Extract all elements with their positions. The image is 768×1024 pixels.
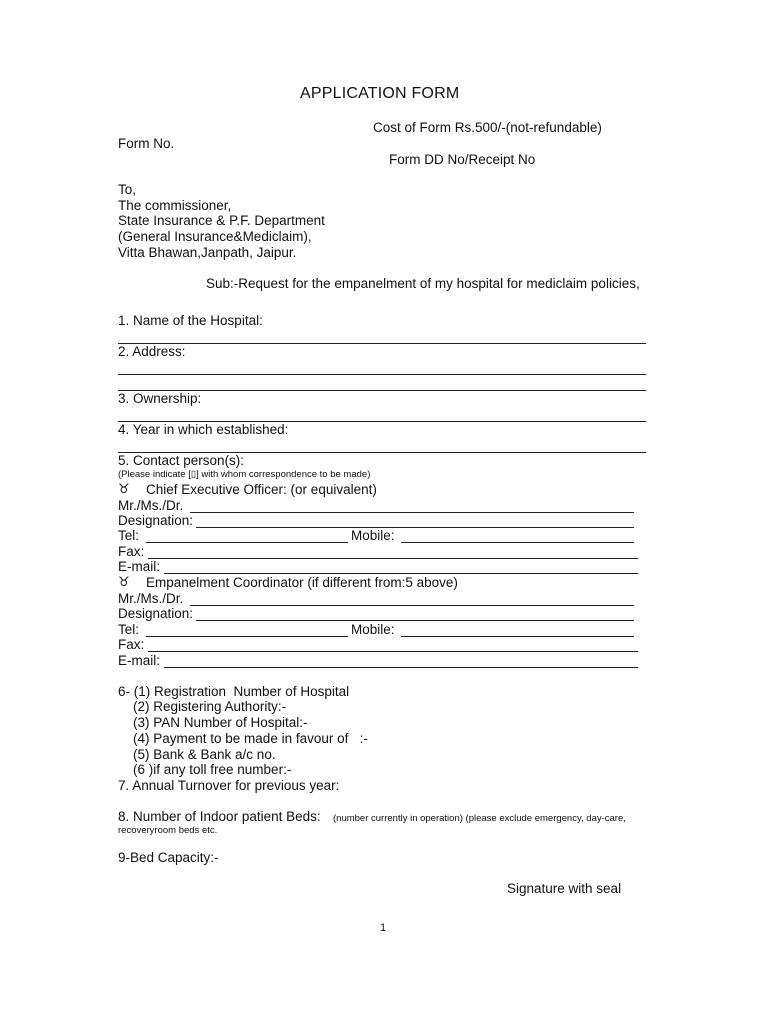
taurus-bullet-icon: ♉ bbox=[118, 482, 130, 497]
address-blank[interactable] bbox=[118, 374, 646, 375]
contact-note: (Please indicate [▯] with whom correspondence to be made) bbox=[118, 469, 371, 480]
address-line: State Insurance & P.F. Department bbox=[118, 213, 325, 228]
indoor-beds-label: 8. Number of Indoor patient Beds: bbox=[118, 809, 321, 824]
indoor-beds-note-continued: recoveryroom beds etc. bbox=[118, 825, 218, 836]
pan-number-label: (3) PAN Number of Hospital:- bbox=[118, 715, 308, 730]
ceo-designation-blank[interactable] bbox=[196, 527, 634, 528]
contact-person-label: 5. Contact person(s): bbox=[118, 453, 245, 468]
coordinator-tel-blank[interactable] bbox=[146, 636, 348, 637]
ownership-label: 3. Ownership: bbox=[118, 391, 202, 406]
form-title: APPLICATION FORM bbox=[300, 85, 460, 102]
ceo-email-blank[interactable] bbox=[164, 573, 638, 574]
year-established-label: 4. Year in which established: bbox=[118, 422, 289, 437]
dd-receipt-label: Form DD No/Receipt No bbox=[389, 152, 536, 167]
address-line: The commissioner, bbox=[118, 198, 232, 213]
address-line: To, bbox=[118, 182, 137, 197]
ceo-email-label: E-mail: bbox=[118, 559, 164, 574]
ceo-fax-blank[interactable] bbox=[148, 558, 638, 559]
hospital-name-blank[interactable] bbox=[118, 343, 646, 344]
coordinator-email-blank[interactable] bbox=[164, 667, 638, 668]
form-cost: Cost of Form Rs.500/-(not-refundable) bbox=[373, 120, 602, 135]
ceo-mobile-label: Mobile: bbox=[351, 528, 399, 543]
form-number-label: Form No. bbox=[118, 136, 175, 151]
indoor-beds-note: (number currently in operation) (please exclude emergency, day-care, bbox=[333, 813, 626, 824]
page-number: 1 bbox=[380, 922, 387, 934]
coordinator-email-label: E-mail: bbox=[118, 653, 164, 668]
hospital-name-label: 1. Name of the Hospital: bbox=[118, 313, 263, 328]
address-label: 2. Address: bbox=[118, 344, 186, 359]
coordinator-heading: Empanelment Coordinator (if different from:5 above) bbox=[146, 575, 458, 590]
coordinator-mobile-blank[interactable] bbox=[401, 636, 634, 637]
annual-turnover-label: 7. Annual Turnover for previous year: bbox=[118, 778, 340, 793]
ceo-fax-label: Fax: bbox=[118, 544, 149, 559]
address-line: Vitta Bhawan,Janpath, Jaipur. bbox=[118, 245, 297, 260]
ceo-name-blank[interactable] bbox=[190, 512, 634, 513]
subject-line: Sub:-Request for the empanelment of my hospital for mediclaim policies, bbox=[206, 276, 640, 291]
coordinator-fax-label: Fax: bbox=[118, 637, 149, 652]
payment-favour-label: (4) Payment to be made in favour of :- bbox=[118, 731, 368, 746]
ceo-tel-label: Tel: bbox=[118, 528, 143, 543]
signature-label: Signature with seal bbox=[507, 881, 622, 896]
ceo-tel-blank[interactable] bbox=[146, 542, 348, 543]
coordinator-name-label: Mr./Ms./Dr. bbox=[118, 591, 187, 606]
coordinator-fax-blank[interactable] bbox=[148, 651, 638, 652]
bed-capacity-label: 9-Bed Capacity:- bbox=[118, 850, 219, 865]
ceo-heading: Chief Executive Officer: (or equivalent) bbox=[146, 482, 377, 497]
taurus-bullet-icon: ♉ bbox=[118, 575, 130, 590]
coordinator-name-blank[interactable] bbox=[190, 605, 634, 606]
registration-number-label: 6- (1) Registration Number of Hospital bbox=[118, 684, 350, 699]
ceo-mobile-blank[interactable] bbox=[401, 542, 634, 543]
coordinator-mobile-label: Mobile: bbox=[351, 622, 399, 637]
coordinator-tel-label: Tel: bbox=[118, 622, 143, 637]
ceo-designation-label: Designation: bbox=[118, 513, 197, 528]
bank-account-label: (5) Bank & Bank a/c no. bbox=[118, 747, 276, 762]
ceo-name-label: Mr./Ms./Dr. bbox=[118, 498, 187, 513]
address-line: (General Insurance&Mediclaim), bbox=[118, 229, 312, 244]
coordinator-designation-label: Designation: bbox=[118, 606, 197, 621]
coordinator-designation-blank[interactable] bbox=[196, 620, 634, 621]
registering-authority-label: (2) Registering Authority:- bbox=[118, 699, 287, 714]
toll-free-label: (6 )if any toll free number:- bbox=[118, 762, 292, 777]
